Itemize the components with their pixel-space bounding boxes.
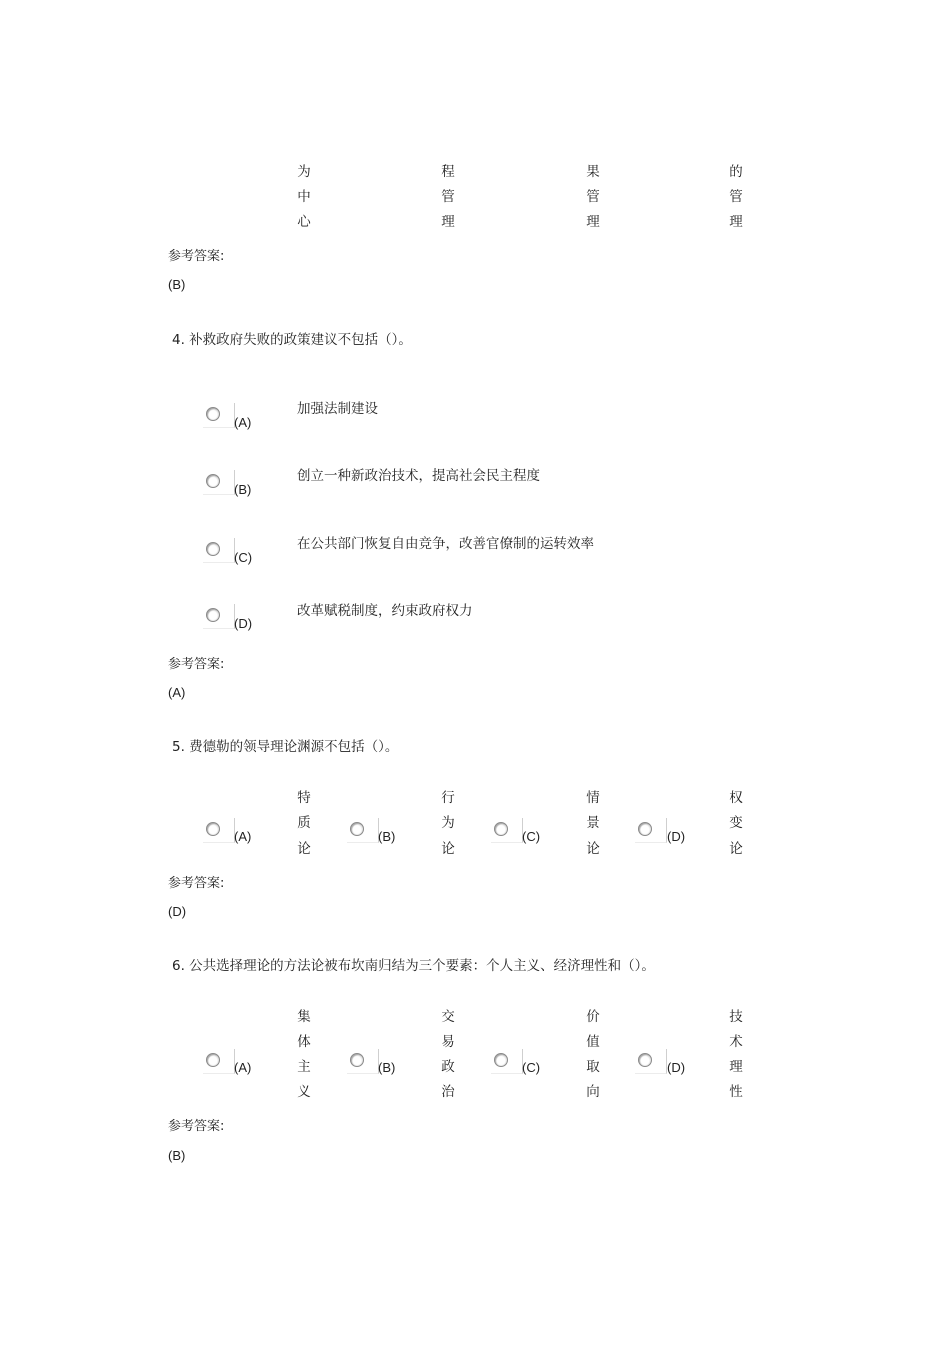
q5-option-a-char: 质 (297, 815, 311, 831)
q6-option-a-char: 集 (297, 1009, 311, 1025)
q5-radio-b[interactable] (348, 820, 380, 844)
q6-option-b-letter: (B) (378, 1060, 396, 1075)
q5-option-a-char: 论 (297, 841, 311, 857)
q3-col-d-char: 理 (729, 214, 743, 230)
q5-option-c-char: 论 (586, 841, 600, 857)
q5-option-b-char: 为 (441, 815, 455, 831)
q5-option-c-letter: (C) (522, 829, 541, 844)
q4-answer-label: 参考答案: (168, 657, 225, 672)
q6-option-b-char: 易 (441, 1034, 455, 1050)
q6-option-a-letter: (A) (234, 1060, 252, 1075)
q4-radio-d[interactable] (204, 606, 236, 630)
q3-col-a-char: 中 (297, 189, 311, 205)
q6-option-b-char: 交 (441, 1009, 455, 1025)
q6-option-d-char: 术 (729, 1034, 743, 1050)
q6-answer-label: 参考答案: (168, 1119, 225, 1134)
q6-option-d-char: 理 (729, 1059, 743, 1075)
q6-option-a-char: 义 (297, 1084, 311, 1100)
q5-option-a-char: 特 (297, 790, 311, 806)
q4-radio-a[interactable] (204, 405, 236, 429)
q5-option-b-letter: (B) (378, 829, 396, 844)
q3-col-c-char: 管 (586, 189, 600, 205)
q6-option-c-char: 取 (586, 1059, 600, 1075)
q4-radio-b[interactable] (204, 472, 236, 496)
q3-col-c-char: 理 (586, 214, 600, 230)
q5-radio-a[interactable] (204, 820, 236, 844)
q6-question-text: 6. 公共选择理论的方法论被布坎南归结为三个要素：个人主义、经济理性和（）。 (172, 958, 655, 974)
q5-option-d-char: 论 (729, 841, 743, 857)
q5-question-text: 5. 费德勒的领导理论渊源不包括（）。 (172, 739, 399, 755)
q5-answer-value: (D) (168, 904, 187, 919)
q5-option-c-char: 情 (586, 790, 600, 806)
q3-col-a-char: 为 (297, 164, 311, 180)
q3-answer-label: 参考答案: (168, 249, 225, 264)
q3-answer-value: (B) (168, 277, 186, 292)
q6-answer-value: (B) (168, 1148, 186, 1163)
q4-answer-value: (A) (168, 685, 186, 700)
q3-col-d-char: 的 (729, 164, 743, 180)
q6-option-b-char: 治 (441, 1084, 455, 1100)
q4-radio-c[interactable] (204, 540, 236, 564)
q5-option-c-char: 景 (586, 815, 600, 831)
q3-col-b-char: 理 (441, 214, 455, 230)
q6-option-b-char: 政 (441, 1059, 455, 1075)
q6-option-c-char: 向 (586, 1084, 600, 1100)
q4-option-c-letter: (C) (234, 550, 253, 565)
q6-option-c-char: 价 (586, 1009, 600, 1025)
q5-option-d-letter: (D) (667, 829, 686, 844)
q3-col-c-char: 果 (586, 164, 600, 180)
q5-option-d-char: 权 (729, 790, 743, 806)
q6-option-c-letter: (C) (522, 1060, 541, 1075)
q6-option-d-char: 技 (729, 1009, 743, 1025)
q5-option-a-letter: (A) (234, 829, 252, 844)
q6-radio-a[interactable] (204, 1051, 236, 1075)
q6-radio-c[interactable] (492, 1051, 524, 1075)
q5-option-b-char: 论 (441, 841, 455, 857)
q4-option-c-text: 在公共部门恢复自由竞争，改善官僚制的运转效率 (297, 536, 594, 552)
q4-option-a-letter: (A) (234, 415, 252, 430)
q4-option-d-text: 改革赋税制度，约束政府权力 (297, 603, 473, 619)
q3-col-d-char: 管 (729, 189, 743, 205)
q4-option-b-text: 创立一种新政治技术，提高社会民主程度 (297, 468, 540, 484)
q6-option-c-char: 值 (586, 1034, 600, 1050)
q6-option-a-char: 体 (297, 1034, 311, 1050)
q3-col-a-char: 心 (297, 214, 311, 230)
q5-radio-c[interactable] (492, 820, 524, 844)
q4-option-d-letter: (D) (234, 616, 253, 631)
q4-option-a-text: 加强法制建设 (297, 401, 378, 417)
q5-option-b-char: 行 (441, 790, 455, 806)
q6-option-d-char: 性 (729, 1084, 743, 1100)
q5-answer-label: 参考答案: (168, 876, 225, 891)
q6-option-a-char: 主 (297, 1059, 311, 1075)
q3-col-b-char: 程 (441, 164, 455, 180)
q4-question-text: 4. 补救政府失败的政策建议不包括（）。 (172, 332, 412, 348)
q3-col-b-char: 管 (441, 189, 455, 205)
q4-option-b-letter: (B) (234, 482, 252, 497)
q6-radio-b[interactable] (348, 1051, 380, 1075)
q6-radio-d[interactable] (636, 1051, 668, 1075)
q5-radio-d[interactable] (636, 820, 668, 844)
q6-option-d-letter: (D) (667, 1060, 686, 1075)
q5-option-d-char: 变 (729, 815, 743, 831)
